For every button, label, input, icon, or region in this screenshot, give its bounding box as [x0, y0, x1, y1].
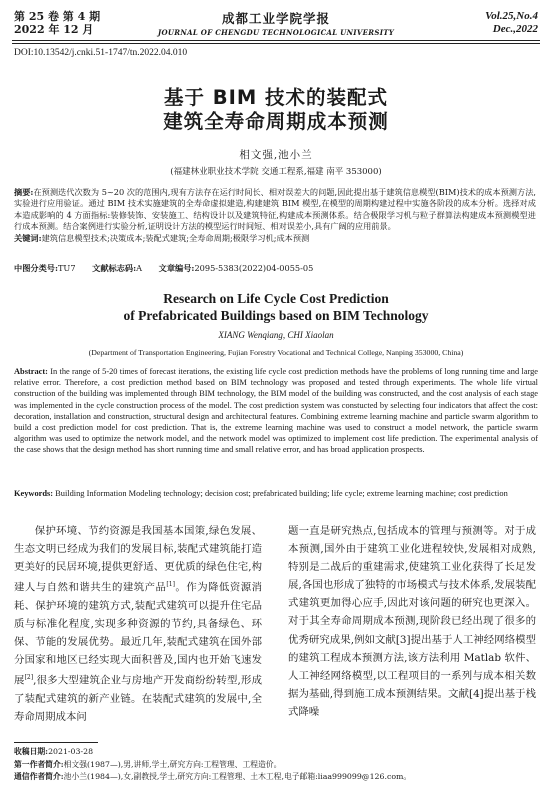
date-en: Dec.,2022 [492, 23, 538, 35]
article-number: 文章编号:2095-5383(2022)04-0055-05 [158, 263, 314, 273]
abstract-cn-text: 在预测迭代次数为 5~20 次的范围内,现有方法存在运行时间长、相对误差大的问题,因此提出基于建筑信息模型(BIM)技术的成本预测方法,实验进行应用验证。通过 BIM 技术实施建筑的全寿命虚拟建造,构建建筑 BIM 模型,在模型的周期构建过程中实施各阶段的成本分析。选择对成本造成影响的 4 方面指标:装修装饰、安装施工、结构设计以及建筑特征,构建成本预测体系。结合极限学习机与粒子群算法构建成本预测模型进行成本预测。结合案例进行实验分析,证明设计方法的模型运行时间短、相对误差小,具有广阔的应用前景。 [14, 187, 536, 232]
citation-1[interactable]: [1] [166, 581, 175, 589]
volume-en: Vol.25,No.4 [485, 10, 538, 22]
journal-name [0, 9, 552, 37]
body-left-part1: 保护环境、节约资源是我国基本国策,绿色发展、生态文明已经成为我们的发展目标,装配式建筑能打造更美好的民居环境,提供更舒适、更优质的绿色住宅,构建人与自然和谐共生的建筑产品 [14, 525, 262, 594]
abstract-en-text: In the range of 5-20 times of forecast iterations, the existing life cycle cost prediction methods have the problems of long running time and large relative error. Therefore, a cost prediction method based on BIM technology was proposed and tested through experiments. The whole life virtual construction of the building was implemented through BIM technology, the BIM model of the building was constructed, and the cost analysis of each stage was implemented in the cycle construction process of the model. The cost prediction system was constucted by selecting four indicators that affect the cost: decoration, installation and construction, structural design and architectural features. Combining extreme learning machine and particle swarm algorithm to build a cost prediction model for cost prediction. That is, the extreme learning machine was used to construct a model network, the particle swarm algorithm was used to optimize the network model, and the network model was optimized to implement cost life prediction. The experimental analysis of the case shows that the design method has short running time and small relative error, and has broad application prospects. [14, 367, 538, 455]
title-cn-line2: 建筑全寿命周期成本预测 [163, 110, 389, 133]
doc-code: 文献标志码:A [92, 263, 143, 273]
authors-en: XIANG Wenqiang, CHI Xiaolan [218, 330, 334, 340]
body-left-part2: 作为降低资源消耗、保护环境的建筑方式,装配式建筑可以提升住宅品质与标准化程度,实现多种资源的节约,具备绿色、环保、节能的发展优势。最近几年,装配式建筑在国外部分国家和地区已经实现大面积普及,国内也开始飞速发展 [14, 581, 263, 687]
journal-issue-en [485, 10, 538, 36]
affiliation-cn: (福建林业职业技术学院 交通工程系,福建 南平 353000) [170, 167, 382, 177]
footnote-corresponding-author: 通信作者简介:池小兰(1984—),女,副教授,学士,研究方向:工程管理、土木工程,电子邮箱:liaa999099@126.com。 [14, 772, 412, 782]
title-cn [0, 86, 552, 134]
header-rule-thin [12, 43, 540, 44]
body-right-text: 题一直是研究热点,包括成本的管理与预测等。对于成本预测,国外由于建筑工业化进程较快,发展相对成熟,特别是二战后的重建需求,使建筑工业化获得了长足发展,各国也形成了独特的市场模式与技术体系,发展装配式建筑更加得心应手,因此对该问题的研究也更深入。对于其全寿命周期成本预测,现阶段已经出现了很多的优秀研究成果,例如文献[3]提出基于人工神经网络模型的建筑工程成本预测方法,该方法利用 Matlab 软件、人工神经网络模型,以工程项目的一系列与成本相关数据为基础,得到施工成本预测结果。文献[4]提出基于栈式降噪 [288, 525, 536, 718]
keywords-cn-text: 建筑信息模型技术;决策成本;装配式建筑;全寿命周期;极限学习机;成本预测 [41, 232, 310, 243]
affiliation-en: (Department of Transportation Engineering, Fujian Forestry Vocational and Technical College, Nanping 353000, China) [88, 348, 464, 357]
date-cn: 2022 年 12 月 [14, 23, 94, 36]
footnotes [14, 746, 411, 784]
abstract-en-label: Abstract: [14, 367, 48, 376]
abstract-cn-label: 摘要: [14, 187, 34, 197]
title-en-line2: of Prefabricated Buildings based on BIM Technology [123, 308, 429, 323]
title-en [0, 290, 552, 324]
footnote-first-author: 第一作者简介:相文强(1987—),男,讲师,学士,研究方向:工程管理、工程造价。 [14, 759, 282, 769]
keywords-en-label: Keywords: [14, 489, 54, 498]
keywords-en-text: Building Information Modeling technology; decision cost; prefabricated building; life cycle; extreme learning machine; cost prediction [55, 489, 508, 498]
footnote-rule [14, 742, 98, 743]
body-left-part3: ,很多大型建筑企业与房地产开发商纷纷转型,形成了装配式建筑的新产业链。在装配式建筑的发展中,全寿命周期成本问 [14, 674, 262, 723]
citation-2[interactable]: [2] [24, 674, 34, 682]
volume-cn: 第 25 卷 第 4 期 [14, 10, 101, 23]
body-column-left: 保护环境、节约资源是我国基本国策,绿色发展、生态文明已经成为我们的发展目标,装配式建筑能打造更美好的民居环境,提供更舒适、更优质的绿色住宅,构建人与自然和谐共生的建筑产品[1]。作为降低资源消耗、保护环境的建筑方式,装配式建筑可以提升住宅品质与标准化程度,实现多种资源的节约,具备绿色、环保、节能的发展优势。最近几年,装配式建筑在国外部分国家和地区已经实现大面积普及,国内也开始飞速发展[2],很多大型建筑企业与房地产开发商纷纷转型,形成了装配式建筑的新产业链。在装配式建筑的发展中,全寿命周期成本问 [14, 525, 263, 723]
header-rule-thick [12, 40, 540, 41]
abstract-cn [14, 187, 536, 244]
doi[interactable]: DOI:10.13542/j.cnki.51-1747/tn.2022.04.010 [14, 48, 188, 58]
keywords-cn-label: 关键词: [14, 232, 42, 243]
title-en-line1: Research on Life Cycle Cost Prediction [163, 291, 389, 306]
title-cn-line1: 基于 BIM 技术的装配式 [163, 86, 389, 109]
body-column-right [288, 522, 536, 721]
clc: 中图分类号:TU7 [14, 263, 76, 273]
journal-name-cn: 成都工业学院学报 [221, 11, 330, 26]
keywords-en [14, 488, 538, 499]
footnote-received: 收稿日期:2021-03-28 [14, 747, 94, 756]
abstract-en [14, 366, 538, 456]
journal-name-en: JOURNAL OF CHENGDU TECHNOLOGICAL UNIVERSITY [157, 28, 395, 37]
classification-line [14, 263, 327, 274]
authors-cn: 相文强,池小兰 [239, 149, 313, 161]
